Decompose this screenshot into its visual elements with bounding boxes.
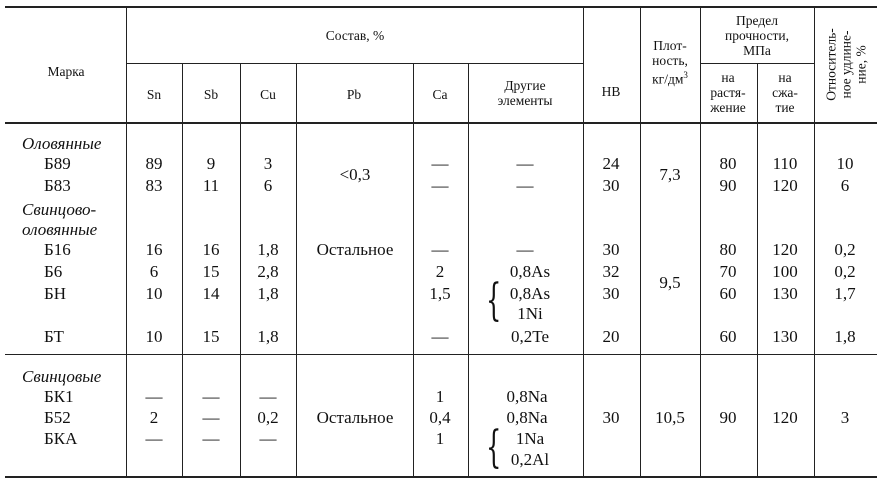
cell-ca: 1	[435, 429, 445, 448]
cell-elongation: 0,2	[834, 240, 856, 259]
cell-other: —	[516, 154, 534, 173]
cell-other: 0,8As	[509, 262, 551, 281]
header-density-line3: $кг/дм^3$	[652, 70, 688, 87]
cell-cu: 3	[263, 154, 273, 173]
cell-ca: 1,5	[429, 284, 451, 303]
cell-ca: 2	[435, 262, 445, 281]
header-tension-line1: на	[721, 70, 735, 85]
cell-tension: 60	[719, 284, 737, 303]
cell-sn: 2	[149, 408, 159, 427]
cell-tension: 90	[719, 408, 737, 427]
cell-sb: —	[202, 408, 220, 427]
cell-cu: 2,8	[257, 262, 279, 281]
cell-compression: 120	[772, 240, 798, 259]
header-compression-line1: на	[778, 70, 792, 85]
table-top-rule	[5, 6, 877, 8]
cell-other: —	[516, 240, 534, 259]
header-composition: Состав, %	[325, 28, 385, 43]
header-strength-line1: Предел	[736, 13, 778, 28]
row-label-b83: Б83	[44, 176, 71, 195]
cell-density-lead-tin: 9,5	[659, 273, 681, 292]
cell-sn: 89	[145, 154, 163, 173]
header-other-elements-line1: Другие	[504, 78, 546, 93]
col-rule	[413, 63, 414, 476]
cell-ca: 0,4	[429, 408, 451, 427]
col-rule	[814, 7, 815, 476]
cell-hb: 32	[602, 262, 620, 281]
cell-ca: —	[431, 240, 449, 259]
cell-other: 1Na	[515, 429, 545, 448]
col-rule	[700, 7, 701, 476]
cell-sb: 11	[202, 176, 220, 195]
cell-hb: 30	[602, 240, 620, 259]
cell-pb-tin: <0,3	[339, 165, 371, 184]
row-label-bka: БКА	[44, 429, 78, 448]
cell-ca: —	[431, 176, 449, 195]
col-rule	[640, 7, 641, 476]
header-ca: Ca	[432, 87, 448, 102]
cell-sn: —	[145, 429, 163, 448]
cell-sb: 15	[202, 327, 220, 346]
cell-ca: —	[431, 327, 449, 346]
col-rule	[126, 7, 127, 476]
cell-sn: 10	[145, 284, 163, 303]
table-bottom-rule	[5, 476, 877, 478]
group-lead: Свинцовые	[22, 367, 102, 386]
cell-sn: 10	[145, 327, 163, 346]
cell-cu: 0,2	[257, 408, 279, 427]
cell-density: 10,5	[655, 408, 685, 427]
cell-other: 0,8Na	[506, 408, 548, 427]
cell-elongation: 1,8	[834, 327, 856, 346]
cell-other: 0,8Na	[506, 387, 548, 406]
cell-other: 0,2Te	[511, 327, 549, 346]
header-density-line1: Плот-	[653, 38, 687, 53]
composition-subheader-rule	[126, 63, 583, 64]
row-label-b16: Б16	[44, 240, 71, 259]
col-rule	[240, 63, 241, 476]
col-rule	[468, 63, 469, 476]
cell-elongation: 10	[836, 154, 854, 173]
cell-hb: 30	[602, 284, 620, 303]
group-lead-tin-line2: оловянные	[22, 220, 98, 239]
cell-tension: 70	[719, 262, 737, 281]
group-tin: Оловянные	[22, 134, 102, 153]
col-rule	[182, 63, 183, 476]
row-label-b89: Б89	[44, 154, 71, 173]
cell-tension: 80	[719, 240, 737, 259]
cell-other: 1Ni	[517, 304, 543, 323]
cell-compression: 120	[772, 176, 798, 195]
header-hb: НВ	[601, 84, 621, 99]
cell-other: 0,2Al	[510, 450, 550, 469]
cell-cu: 1,8	[257, 240, 279, 259]
header-marka: Марка	[47, 64, 85, 79]
cell-compression: 100	[772, 262, 798, 281]
cell-sb: 14	[202, 284, 220, 303]
header-strength-line3: МПа	[743, 43, 771, 58]
brace-icon: {	[486, 422, 502, 473]
cell-elongation: 6	[840, 176, 850, 195]
cell-elongation: 3	[840, 408, 850, 427]
cell-compression: 110	[772, 154, 798, 173]
row-label-b52: Б52	[44, 408, 71, 427]
header-density-line2: ность,	[652, 53, 688, 68]
cell-elongation: 1,7	[834, 284, 856, 303]
cell-sb: —	[202, 429, 220, 448]
cell-ca: 1	[435, 387, 445, 406]
header-tension-line2: растя-	[710, 85, 746, 100]
cell-sn: 83	[145, 176, 163, 195]
cell-tension: 80	[719, 154, 737, 173]
cell-compression: 130	[772, 284, 798, 303]
cell-hb: 30	[602, 176, 620, 195]
header-sn: Sn	[146, 87, 162, 102]
cell-cu: 1,8	[257, 327, 279, 346]
cell-hb: 20	[602, 327, 620, 346]
header-cu: Cu	[260, 87, 276, 102]
cell-pb: Остальное	[316, 240, 394, 259]
cell-sn: 16	[145, 240, 163, 259]
cell-compression: 130	[772, 327, 798, 346]
section-divider-rule	[5, 354, 877, 355]
cell-other: —	[516, 176, 534, 195]
header-pb: Pb	[346, 87, 362, 102]
col-rule	[296, 63, 297, 476]
header-other-elements-line2: элементы	[497, 93, 553, 108]
header-compression-line2: сжа-	[772, 85, 798, 100]
cell-pb: Остальное	[316, 408, 394, 427]
cell-sb: 16	[202, 240, 220, 259]
cell-density-tin: 7,3	[659, 165, 681, 184]
cell-compression: 120	[772, 408, 798, 427]
cell-sb: —	[202, 387, 220, 406]
group-lead-tin-line1: Свинцово-	[22, 200, 97, 219]
cell-cu: —	[259, 429, 277, 448]
brace-icon: {	[486, 275, 502, 326]
cell-other: 0,8As	[509, 284, 551, 303]
cell-sn: —	[145, 387, 163, 406]
cell-sn: 6	[149, 262, 159, 281]
cell-sb: 15	[202, 262, 220, 281]
cell-cu: —	[259, 387, 277, 406]
col-rule	[757, 63, 758, 476]
cell-tension: 90	[719, 176, 737, 195]
header-compression-line3: тие	[775, 100, 795, 115]
header-bottom-rule	[5, 122, 877, 124]
header-strength-line2: прочности,	[725, 28, 789, 43]
cell-cu: 6	[263, 176, 273, 195]
cell-elongation: 0,2	[834, 262, 856, 281]
header-tension-line3: жение	[710, 100, 746, 115]
row-label-b6: Б6	[44, 262, 63, 281]
row-label-bt: БТ	[44, 327, 64, 346]
cell-sb: 9	[206, 154, 216, 173]
cell-ca: —	[431, 154, 449, 173]
cell-hb: 30	[602, 408, 620, 427]
header-elongation: Относитель- ное удлине- ние, %	[823, 28, 869, 101]
col-rule	[583, 7, 584, 476]
row-label-bk1: БК1	[44, 387, 74, 406]
header-sb: Sb	[203, 87, 219, 102]
row-label-bn: БН	[44, 284, 67, 303]
cell-hb: 24	[602, 154, 620, 173]
cell-cu: 1,8	[257, 284, 279, 303]
cell-tension: 60	[719, 327, 737, 346]
